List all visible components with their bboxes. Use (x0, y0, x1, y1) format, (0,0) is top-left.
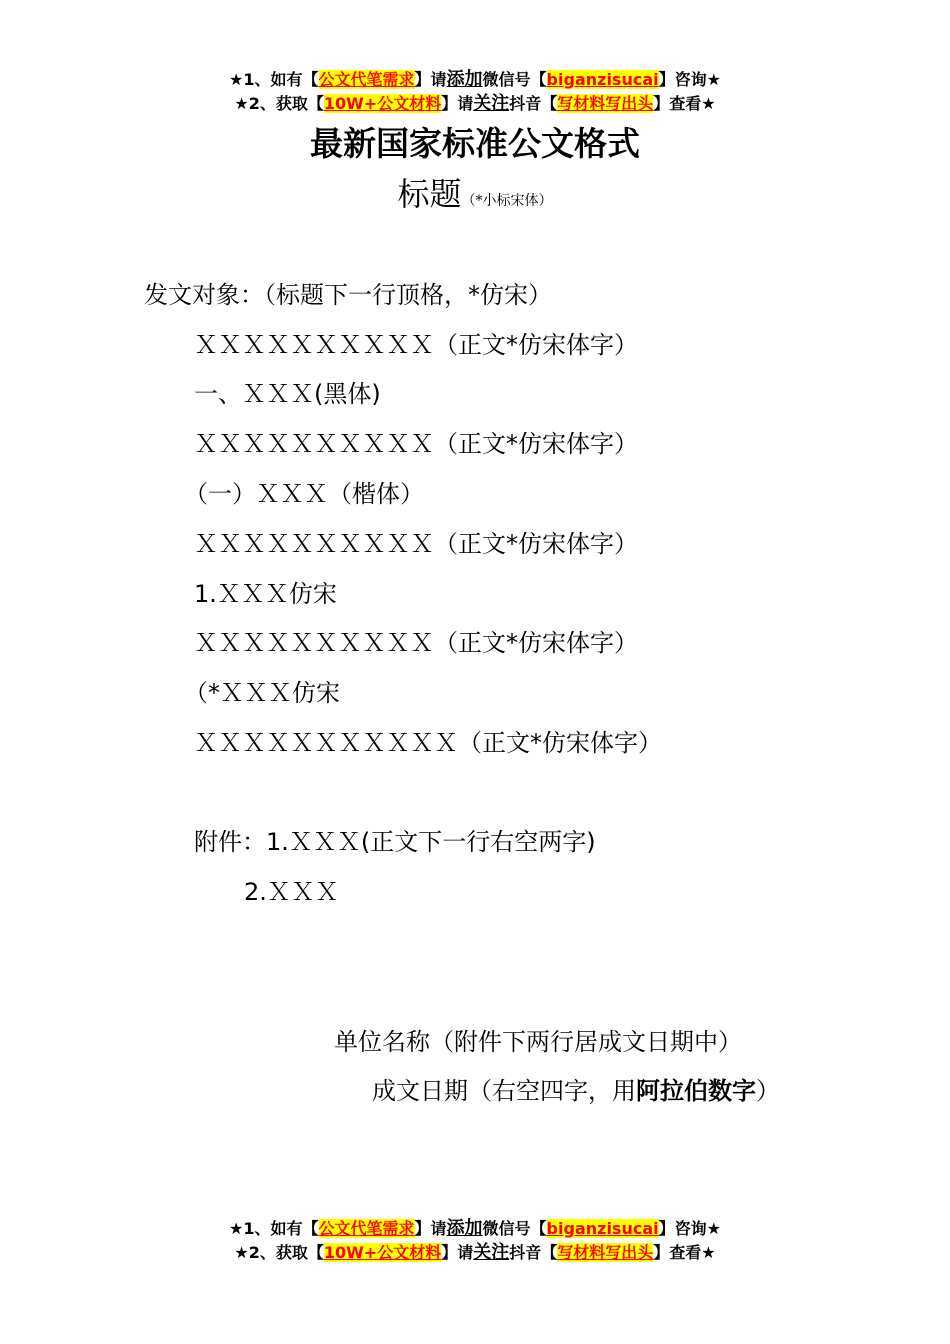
banner-text: 微信号【 (482, 1219, 547, 1238)
banner-text: ★1、如有【 (229, 1219, 319, 1238)
banner-text: ★2、获取【 (234, 1243, 324, 1262)
top-banner-line-1 (0, 69, 950, 91)
banner-underline: 关注 (473, 93, 510, 114)
banner-text: 】请 (441, 1243, 474, 1262)
banner-text: 抖音【 (509, 1243, 558, 1262)
bottom-banner-line-1 (0, 1218, 950, 1240)
banner-underline: 添加 (446, 69, 483, 90)
banner-text: ★2、获取【 (234, 94, 324, 113)
banner-text: 】请 (414, 70, 447, 89)
banner-highlight: 写材料写出头 (557, 1243, 654, 1262)
issue-date-line (372, 1074, 780, 1108)
heading-level-2: （一）ＸＸＸ（楷体） (184, 480, 424, 508)
document-subtitle (0, 172, 950, 223)
bottom-banner-line-2 (0, 1242, 950, 1264)
body-line-4: ＸＸＸＸＸＸＸＸＸＸ（正文*仿宋体字） (194, 629, 638, 657)
heading-level-4: （*ＸＸＸ仿宋 (184, 679, 340, 707)
recipient-line: 发文对象：（标题下一行顶格，*仿宋） (144, 281, 552, 309)
subtitle-text: 标题 (397, 175, 462, 213)
banner-highlight: 10W+公文材料 (323, 1243, 442, 1262)
subtitle-note: （*小标宋体） (461, 193, 553, 209)
banner-text: 微信号【 (482, 70, 547, 89)
banner-highlight: 公文代笔需求 (318, 70, 415, 89)
banner-text: 】查看★ (653, 1243, 716, 1262)
attachment-line-2: 2.ＸＸＸ (244, 878, 339, 906)
banner-underline: 添加 (446, 1218, 483, 1239)
body-line-1: ＸＸＸＸＸＸＸＸＸＸ（正文*仿宋体字） (194, 331, 638, 359)
date-prefix: 成文日期（右空四字，用 (372, 1077, 636, 1105)
banner-text: 】咨询★ (658, 70, 721, 89)
banner-highlight: 写材料写出头 (557, 94, 654, 113)
top-banner-line-2 (0, 93, 950, 115)
document-title: 最新国家标准公文格式 (310, 124, 640, 163)
heading-level-1: 一、ＸＸＸ(黑体) (194, 380, 381, 408)
organization-name: 单位名称（附件下两行居成文日期中） (334, 1028, 742, 1056)
body-line-3: ＸＸＸＸＸＸＸＸＸＸ（正文*仿宋体字） (194, 530, 638, 558)
banner-highlight: 10W+公文材料 (323, 94, 442, 113)
banner-underline: 关注 (473, 1242, 510, 1263)
attachment-line-1: 附件：1.ＸＸＸ(正文下一行右空两字) (194, 828, 596, 856)
banner-highlight: biganzisucai (546, 1219, 659, 1238)
banner-text: 】请 (441, 94, 474, 113)
body-line-2: ＸＸＸＸＸＸＸＸＸＸ（正文*仿宋体字） (194, 430, 638, 458)
banner-text: 】请 (414, 1219, 447, 1238)
date-suffix: ） (756, 1077, 780, 1105)
date-bold: 阿拉伯数字 (636, 1077, 756, 1105)
banner-highlight: 公文代笔需求 (318, 1219, 415, 1238)
heading-level-3: 1.ＸＸＸ仿宋 (194, 580, 337, 608)
banner-text: 】查看★ (653, 94, 716, 113)
banner-highlight: biganzisucai (546, 70, 659, 89)
banner-text: 】咨询★ (658, 1219, 721, 1238)
banner-text: 抖音【 (509, 94, 558, 113)
body-line-5: ＸＸＸＸＸＸＸＸＸＸＸ（正文*仿宋体字） (194, 729, 662, 757)
banner-text: ★1、如有【 (229, 70, 319, 89)
